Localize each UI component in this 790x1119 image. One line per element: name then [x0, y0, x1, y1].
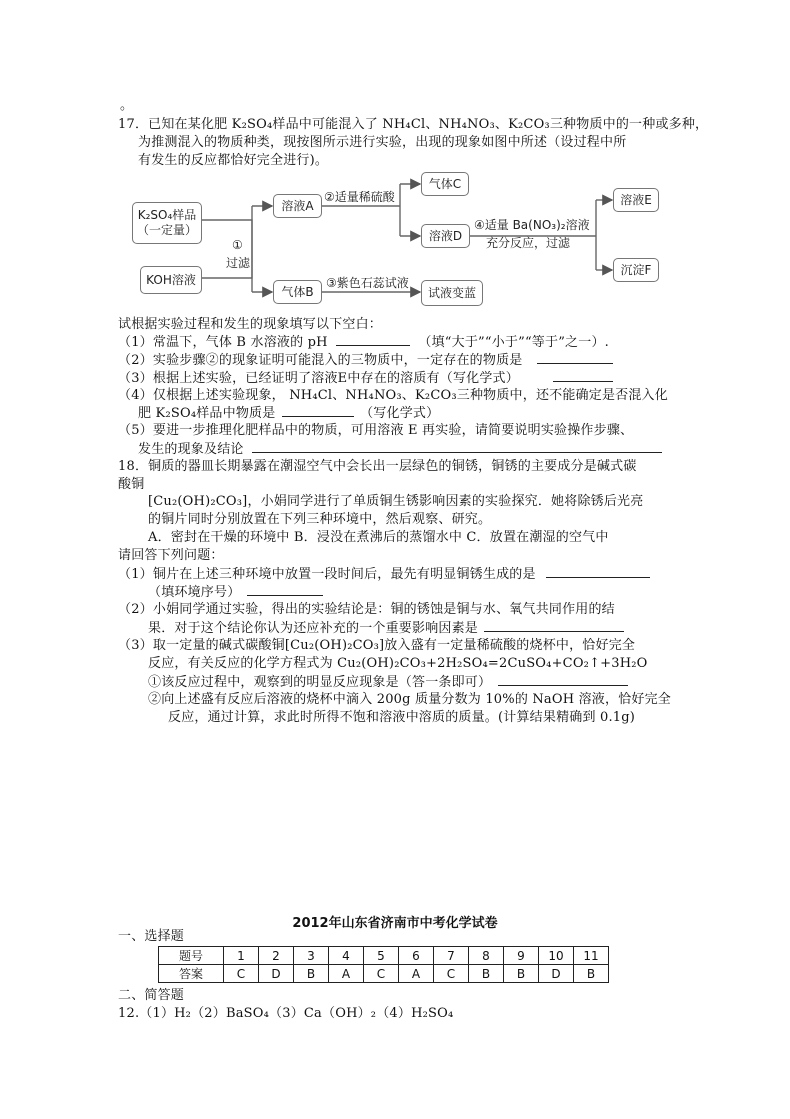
q18-line2: 酸铜 [118, 477, 145, 492]
q17-sub4-line2 [138, 404, 439, 422]
num-cell: 8 [469, 947, 504, 965]
num-cell: 3 [294, 947, 329, 965]
koh-box: KOH溶液 [140, 266, 202, 294]
section1-heading: 一、选择题 [118, 929, 185, 944]
q18-sub1-blank [546, 565, 650, 578]
filter-label: 过滤 [226, 256, 251, 270]
q18-sub3-line1: （3）取一定量的碱式碳酸铜[Cu₂(OH)₂CO₃]放入盛有一定量稀硫酸的烧杯中，恰好完全 [118, 638, 636, 653]
ans-cell: C [364, 965, 399, 983]
q17-sub4-text: 肥 K₂SO₄样品中物质是 [138, 406, 276, 421]
q17-sub2-blank [537, 351, 613, 364]
q17-line3: 有发生的反应都恰好完全进行)。 [138, 153, 329, 168]
q18-line3: [Cu₂(OH)₂CO₃]，小娟同学进行了单质铜生锈影响因素的实验探究．她将除锈后光亮 [148, 494, 644, 509]
step4-label: ④适量 Ba(NO₃)₂溶液 [474, 218, 590, 232]
q17-line2: 为推测混入的物质种类，现按图所示进行实验，出现的现象如图中所述（设过程中所 [138, 135, 627, 150]
q18-sub1-line1 [118, 565, 650, 583]
answer-table [158, 946, 609, 983]
answer-q12: 12.（1）H₂（2）BaSO₄（3）Ca（OH）₂（4）H₂SO₄ [118, 1006, 454, 1021]
ans-cell: B [504, 965, 539, 983]
q18-sub2-line2 [148, 619, 624, 637]
q18-sub2-blank [484, 619, 624, 632]
section2-heading: 二、简答题 [118, 988, 185, 1003]
gas-b-box: 气体B [273, 280, 322, 304]
ans-cell: B [294, 965, 329, 983]
num-cell: 9 [504, 947, 539, 965]
num-cell: 6 [399, 947, 434, 965]
top-mark: 。 [120, 98, 134, 113]
q18-line1: 18．铜质的器皿长期暴露在潮湿空气中会长出一层绿色的铜锈，铜锈的主要成分是碱式碳 [118, 459, 637, 474]
q18-sub3-part2-line2: 反应，通过计算，求此时所得不饱和溶液中溶质的质量。(计算结果精确到 0.1g) [168, 710, 636, 725]
q18-sub3-part1-text: ①该反应过程中，观察到的明显反应现象是（答一条即可） [148, 675, 492, 690]
answer-row-label: 答案 [159, 965, 224, 983]
step4-sub-label: 充分反应，过滤 [486, 236, 571, 250]
sample-label: K₂SO₄样品 [137, 208, 197, 222]
ans-cell: B [469, 965, 504, 983]
q18-sub1-blank2 [247, 583, 323, 596]
q17-sub2 [118, 351, 613, 369]
step1-label: ① [232, 238, 243, 252]
num-cell: 7 [434, 947, 469, 965]
q17-sub1-blank [336, 333, 410, 346]
answer-section-title: 2012年山东省济南市中考化学试卷 [292, 916, 498, 931]
ans-cell: B [574, 965, 609, 983]
result-box: 试液变蓝 [421, 280, 483, 306]
q18-sub1-hint: （填环境序号） [148, 585, 241, 600]
ans-cell: C [224, 965, 259, 983]
ans-cell: C [434, 965, 469, 983]
step3-label: ③紫色石蕊试液 [326, 276, 409, 290]
experiment-flowchart [116, 166, 676, 314]
ans-cell: D [259, 965, 294, 983]
q18-sub2-line1: （2）小娟同学通过实验，得出的实验结论是：铜的锈蚀是铜与水、氧气共同作用的结 [118, 602, 615, 617]
q17-sub2-text: （2）实验步骤②的现象证明可能混入的三物质中，一定存在的物质是 [118, 353, 523, 368]
ans-cell: A [329, 965, 364, 983]
sample-amount-label: （一定量） [136, 223, 197, 237]
q18-sub1-text: （1）铜片在上述三种环境中放置一段时间后，最先有明显铜锈生成的是 [118, 567, 536, 582]
q18-options: A．密封在干燥的环境中 B．浸没在煮沸后的蒸馏水中 C．放置在潮湿的空气中 [148, 530, 609, 545]
q17-sub1-hint: （填“大于”“小于”“等于”之一）. [418, 335, 609, 350]
q17-sub5-line1: （5）要进一步推理化肥样品中的物质，可用溶液 E 再实验，请简要说明实验操作步骤、 [118, 423, 634, 438]
number-row-label: 题号 [159, 947, 224, 965]
q17-sub1 [118, 333, 609, 351]
num-cell: 10 [539, 947, 574, 965]
q18-sub3-part1 [148, 673, 628, 691]
ans-cell: D [539, 965, 574, 983]
q17-sub4-line1: （4）仅根据上述实验现象， NH₄Cl、NH₄NO₃、K₂CO₃三种物质中，还不能确定是否混入化 [118, 388, 668, 403]
answer-table-number-row [159, 947, 609, 965]
q18-ask: 请回答下列问题： [118, 548, 224, 563]
q17-sub4-hint: （写化学式） [360, 406, 440, 421]
q17-sub3-text: （3）根据上述实验，已经证明了溶液E中存在的溶质有（写化学式） [118, 371, 519, 386]
gas-c-box: 气体C [421, 172, 469, 196]
num-cell: 1 [224, 947, 259, 965]
q17-sub1-text: （1）常温下，气体 B 水溶液的 pH [118, 335, 328, 350]
q17-sub3 [118, 369, 613, 387]
q18-sub3-part1-blank [498, 673, 628, 686]
num-cell: 2 [259, 947, 294, 965]
q17-sub5-line2 [138, 440, 662, 458]
q18-sub3-part2-line1: ②向上述盛有反应后溶液的烧杯中滴入 200g 质量分数为 10%的 NaOH 溶液，恰好完全 [148, 692, 672, 707]
precipitate-f-box: 沉淀F [613, 258, 659, 282]
q18-line4: 的铜片同时分别放置在下列三种环境中，然后观察、研究。 [148, 512, 492, 527]
num-cell: 11 [574, 947, 609, 965]
q17-sub5-text: 发生的现象及结论 [138, 442, 244, 457]
step2-label: ②适量稀硫酸 [324, 190, 395, 204]
solution-e-box: 溶液E [613, 188, 659, 212]
ans-cell: A [399, 965, 434, 983]
sample-box [132, 202, 202, 244]
answer-table-answer-row [159, 965, 609, 983]
q17-intro: 试根据实验过程和发生的现象填写以下空白： [118, 317, 383, 332]
num-cell: 4 [329, 947, 364, 965]
num-cell: 5 [364, 947, 399, 965]
q17-sub4-blank [282, 404, 354, 417]
q17-line1: 17．已知在某化肥 K₂SO₄样品中可能混入了 NH₄Cl、NH₄NO₃、K₂CO₃三种物质中的一种或多种， [118, 117, 709, 132]
solution-a-box: 溶液A [273, 194, 322, 218]
q18-sub3-equation: 反应，有关反应的化学方程式为 Cu₂(OH)₂CO₃+2H₂SO₄=2CuSO₄+CO₂↑+3H₂O [148, 656, 648, 671]
q18-sub2-text: 果．对于这个结论你认为还应补充的一个重要影响因素是 [148, 621, 479, 636]
q18-sub1-line2 [148, 583, 323, 601]
q17-sub5-blank [252, 440, 662, 453]
q17-sub3-blank [553, 369, 613, 382]
solution-d-box: 溶液D [421, 224, 470, 248]
